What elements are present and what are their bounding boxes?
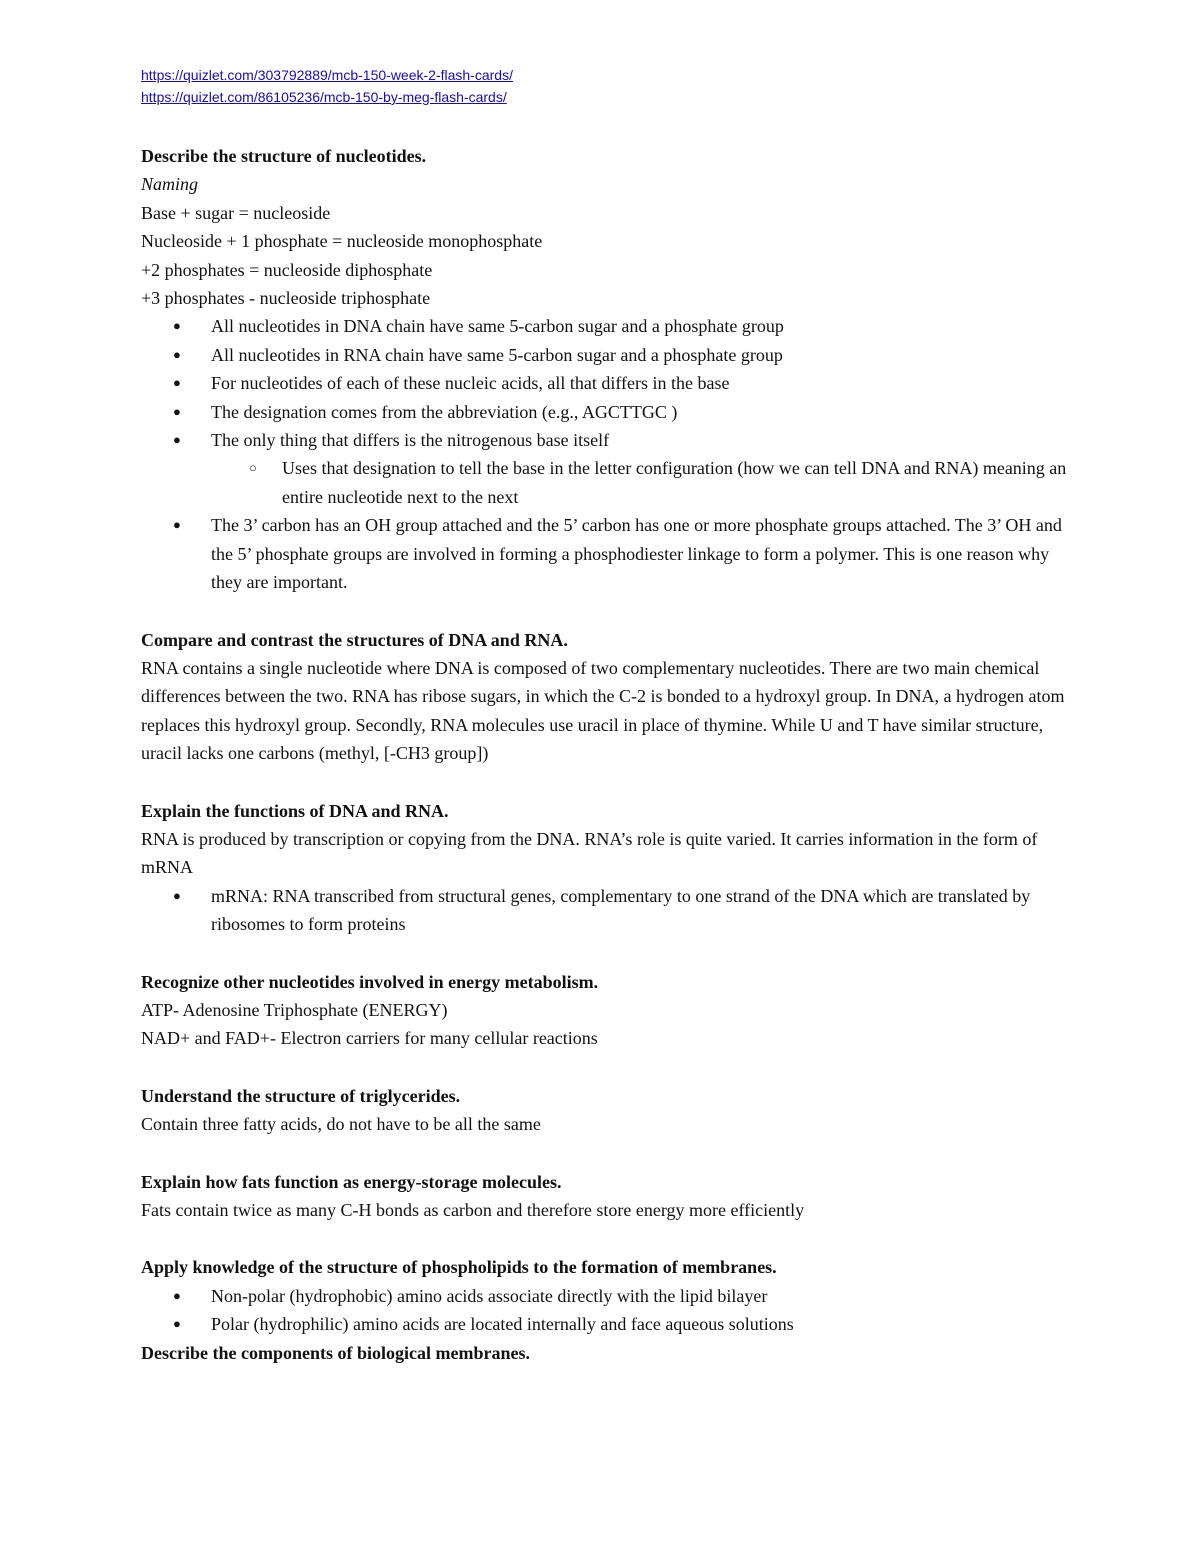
bullet-list [141, 312, 1071, 596]
text-line: NAD+ and FAD+- Electron carriers for many cellular reactions [141, 1028, 598, 1049]
sub-bullet-list [211, 454, 1071, 511]
section-membrane-components [141, 1339, 1071, 1367]
section-phospholipids [141, 1253, 1071, 1338]
text-line: +2 phosphates = nucleoside diphosphate [141, 259, 433, 280]
subheading-naming: Naming [141, 174, 199, 195]
section-triglycerides [141, 1082, 1071, 1139]
document-page [141, 64, 1071, 1367]
quizlet-link-1[interactable]: https://quizlet.com/303792889/mcb-150-week-2-flash-cards/ [141, 67, 513, 83]
bullet-list [141, 882, 1071, 939]
section-dna-rna-compare [141, 626, 1071, 768]
paragraph: RNA contains a single nucleotide where DNA is composed of two complementary nucleotides. There are two main chemical differences between the two. RNA has ribose sugars, in which the C-2 is bonded to a hydroxyl group. In DNA, a hydrogen atom replaces this hydroxyl group. Secondly, RNA molecules use uracil in place of thymine. While U and T have similar structure, uracil lacks one carbons (methyl, [-CH3 group]) [141, 657, 1065, 764]
section-heading: Explain how fats function as energy-storage molecules. [141, 1171, 562, 1192]
bullet-item: ● Non-polar (hydrophobic) amino acids associate directly with the lipid bilayer [141, 1282, 1071, 1310]
bullet-text: The only thing that differs is the nitrogenous base itself [211, 430, 610, 451]
section-energy-nucleotides [141, 968, 1071, 1053]
section-heading: Explain the functions of DNA and RNA. [141, 800, 449, 821]
section-heading: Describe the components of biological membranes. [141, 1342, 530, 1363]
link-list [141, 64, 1071, 108]
text-line: Nucleoside + 1 phosphate = nucleoside monophosphate [141, 231, 543, 252]
section-heading: Recognize other nucleotides involved in energy metabolism. [141, 971, 599, 992]
bullet-item: ● All nucleotides in RNA chain have same 5-carbon sugar and a phosphate group [141, 341, 1071, 369]
bullet-item: ● All nucleotides in DNA chain have same 5-carbon sugar and a phosphate group [141, 312, 1071, 340]
section-heading: Understand the structure of triglycerides. [141, 1085, 461, 1106]
section-nucleotide-structure [141, 142, 1071, 597]
bullet-item: ● Polar (hydrophilic) amino acids are located internally and face aqueous solutions [141, 1310, 1071, 1338]
paragraph: RNA is produced by transcription or copying from the DNA. RNA’s role is quite varied. It carries information in the form of mRNA [141, 828, 1038, 878]
text-line: Base + sugar = nucleoside [141, 202, 331, 223]
section-heading: Apply knowledge of the structure of phospholipids to the formation of membranes. [141, 1257, 777, 1278]
text-line: +3 phosphates - nucleoside triphosphate [141, 288, 431, 309]
bullet-item: ● For nucleotides of each of these nucleic acids, all that differs in the base [141, 369, 1071, 397]
quizlet-link-2[interactable]: https://quizlet.com/86105236/mcb-150-by-meg-flash-cards/ [141, 89, 507, 105]
section-dna-rna-functions [141, 797, 1071, 939]
text-line: ATP- Adenosine Triphosphate (ENERGY) [141, 999, 448, 1020]
bullet-list [141, 1282, 1071, 1339]
bullet-item: ● The 3’ carbon has an OH group attached and the 5’ carbon has one or more phosphate groups attached. The 3’ OH and the 5’ phosphate groups are involved in forming a phosphodiester linkage to form a polymer. This is one reason why they are important. [141, 511, 1071, 596]
bullet-item: ● mRNA: RNA transcribed from structural genes, complementary to one strand of the DNA which are translated by ribosomes to form proteins [141, 882, 1071, 939]
bullet-item [141, 426, 1071, 511]
section-heading: Describe the structure of nucleotides. [141, 146, 427, 166]
text-line: Fats contain twice as many C-H bonds as carbon and therefore store energy more efficiently [141, 1200, 805, 1220]
section-heading: Compare and contrast the structures of DNA and RNA. [141, 629, 568, 650]
section-fat-energy-storage [141, 1168, 1071, 1225]
text-line: Contain three fatty acids, do not have to be all the same [141, 1114, 541, 1135]
bullet-item: ● The designation comes from the abbreviation (e.g., AGCTTGC ) [141, 398, 1071, 426]
sub-bullet-item: ○ Uses that designation to tell the base in the letter configuration (how we can tell DNA and RNA) meaning an entire nucleotide next to the next [211, 454, 1071, 511]
